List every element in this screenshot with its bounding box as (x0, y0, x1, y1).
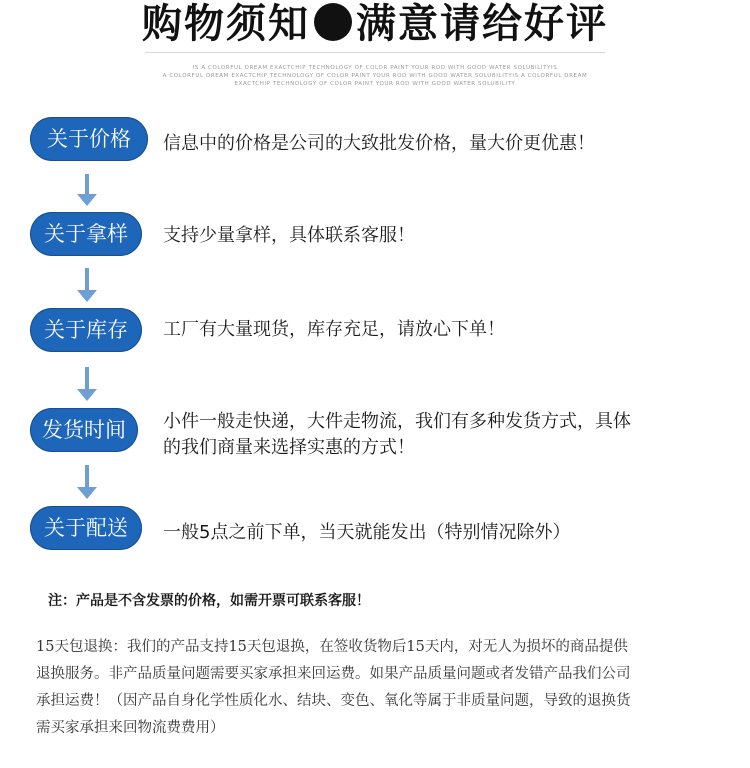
return-policy (36, 634, 726, 742)
step-label-stock: 关于库存 (30, 308, 142, 352)
step-text-shipping-time-line1: 小件一般走快递，大件走物流，我们有多种发货方式，具体 (163, 411, 631, 432)
title-dot-icon (314, 3, 352, 41)
tagline-line-2: A COLORFUL DREAM EXACTCHIP TECHNOLOGY OF COLOR PAINT YOUR ROD WITH GOOD WATER SOLUBILITYIS A COLORFUL DREAM (162, 73, 588, 79)
step-text-price: 信息中的价格是公司的大致批发价格，量大价更优惠！ (163, 133, 595, 154)
tagline-line-1: IS A COLORFUL DREAM EXACTCHIP TECHNOLOGY OF COLOR PAINT YOUR ROD WITH GOOD WATER SOLUBILITYIS (192, 65, 558, 71)
policy-line-2: 退换服务。非产品质量问题需要买家承担来回运费。如果产品质量问题或者发错产品我们公司 (36, 666, 631, 682)
policy-line-4: 需买家承担来回物流费费用） (36, 720, 225, 736)
step-label-shipping-time: 发货时间 (30, 408, 138, 452)
policy-line-1: 15天包退换：我们的产品支持15天包退换，在签收货物后15天内，对无人为损坏的商品提供 (36, 639, 628, 655)
page-title (0, 0, 750, 49)
header-divider (145, 52, 605, 53)
invoice-note: 注：产品是不含发票的价格，如需开票可联系客服！ (48, 593, 370, 609)
step-label-delivery: 关于配送 (30, 506, 142, 550)
title-left: 购物须知 (142, 1, 310, 47)
step-text-sample: 支持少量拿样，具体联系客服！ (163, 225, 415, 246)
policy-line-3: 承担运费！（因产品自身化学性质化水、结块、变色、氧化等属于非质量问题，导致的退换货 (36, 693, 631, 709)
tagline-line-3: EXACTCHIP TECHNOLOGY OF COLOR PAINT YOUR ROD WITH GOOD WATER SOLUBILITY (234, 81, 516, 87)
title-right: 满意请给好评 (356, 1, 608, 47)
step-label-price: 关于价格 (30, 117, 148, 161)
step-text-shipping-time-line2: 的我们商量来选择实惠的方式！ (163, 437, 415, 458)
step-label-sample: 关于拿样 (30, 212, 142, 256)
step-text-stock: 工厂有大量现货，库存充足，请放心下单！ (163, 319, 505, 340)
step-text-delivery: 一般5点之前下单，当天就能发出（特别情况除外） (163, 522, 571, 543)
